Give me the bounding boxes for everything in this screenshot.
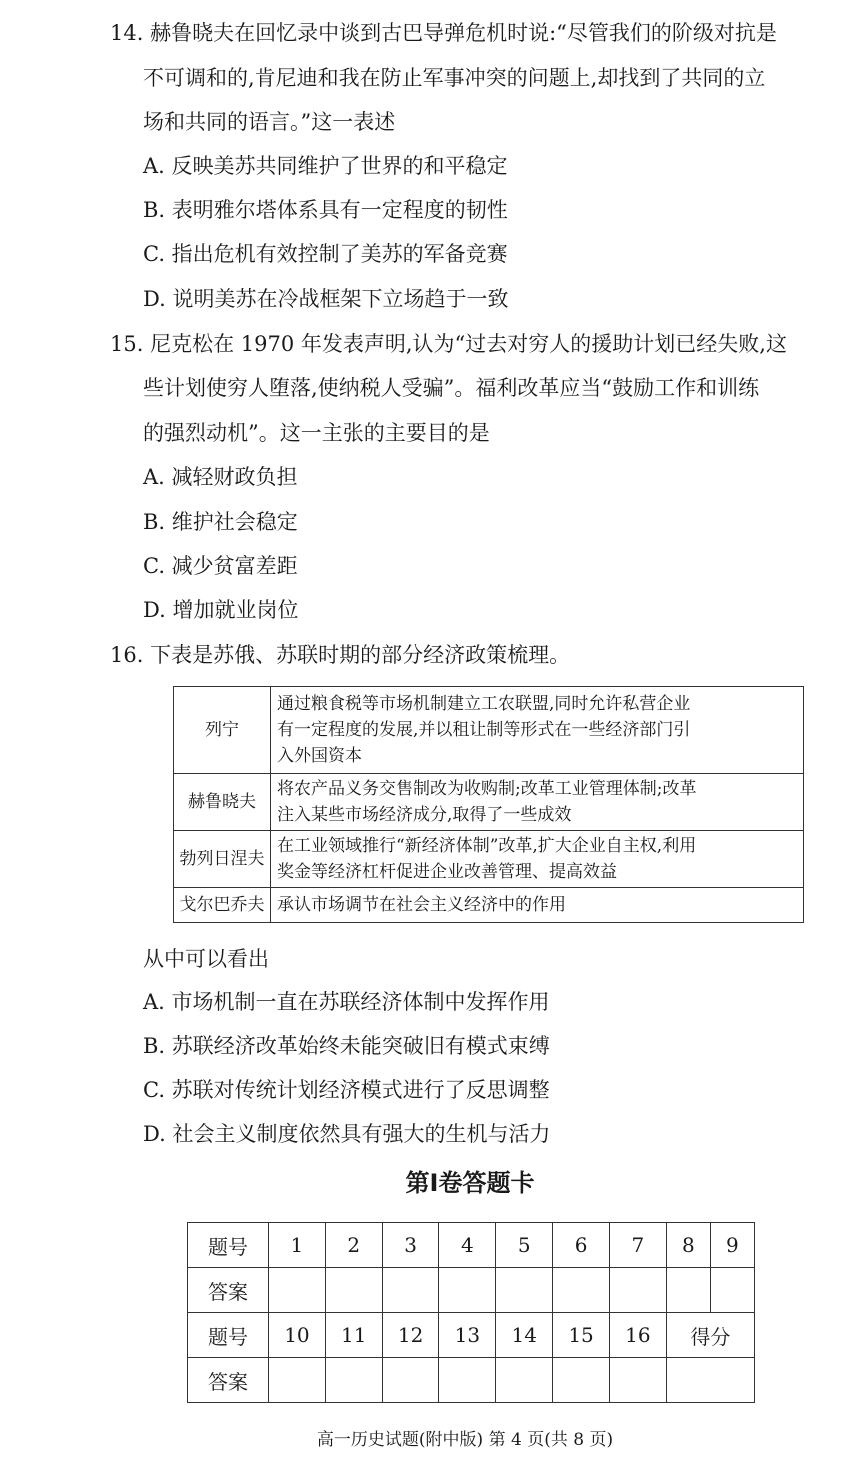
q16-option-c: C. 苏联对传统计划经济模式进行了反思调整 — [143, 1078, 550, 1102]
leader-cell: 戈尔巴乔夫 — [174, 888, 271, 923]
answer-box[interactable] — [382, 1358, 439, 1403]
q15-stem-line-3: 的强烈动机”。这一主张的主要目的是 — [143, 421, 490, 445]
policy-line: 承认市场调节在社会主义经济中的作用 — [277, 895, 566, 915]
answer-label: 答案 — [188, 1268, 269, 1313]
table-row — [174, 831, 804, 888]
question-number: 7 — [609, 1223, 666, 1268]
leader-cell: 列宁 — [174, 687, 271, 774]
answer-box[interactable] — [553, 1268, 610, 1313]
q14-stem-line-2: 不可调和的,肯尼迪和我在防止军事冲突的问题上,却找到了共同的立 — [143, 66, 766, 90]
answer-box[interactable] — [325, 1358, 382, 1403]
policy-line: 有一定程度的发展,并以租让制等形式在一些经济部门引 — [277, 720, 691, 740]
question-number: 13 — [439, 1313, 496, 1358]
answer-box[interactable] — [325, 1268, 382, 1313]
question-number: 2 — [325, 1223, 382, 1268]
policy-line: 奖金等经济杠杆促进企业改善管理、提高效益 — [277, 862, 617, 882]
question-number: 15 — [553, 1313, 610, 1358]
number-label: 题号 — [188, 1313, 269, 1358]
answer-box[interactable] — [439, 1358, 496, 1403]
answer-box[interactable] — [439, 1268, 496, 1313]
q14-stem-line-1: 14. 赫鲁晓夫在回忆录中谈到古巴导弹危机时说:“尽管我们的阶级对抗是 — [110, 21, 777, 45]
answer-card-title: 第Ⅰ卷答题卡 — [405, 1169, 535, 1197]
answer-card-table — [187, 1222, 755, 1403]
answer-card-number-row — [188, 1223, 755, 1268]
number-label: 题号 — [188, 1223, 269, 1268]
q15-stem-line-1: 15. 尼克松在 1970 年发表声明,认为“过去对穷人的援助计划已经失败,这 — [110, 332, 787, 356]
question-number: 16 — [609, 1313, 666, 1358]
answer-box[interactable] — [269, 1268, 326, 1313]
question-number: 8 — [666, 1223, 710, 1268]
q15-option-c: C. 减少贫富差距 — [143, 554, 298, 578]
table-row — [174, 774, 804, 831]
answer-card-answer-row — [188, 1358, 755, 1403]
answer-box[interactable] — [609, 1268, 666, 1313]
answer-box[interactable] — [666, 1268, 710, 1313]
policy-table — [173, 686, 804, 923]
q15-stem-line-2: 些计划使穷人堕落,使纳税人受骗”。福利改革应当“鼓励工作和训练 — [143, 376, 760, 400]
policy-line: 将农产品义务交售制改为收购制;改革工业管理体制;改革 — [277, 779, 697, 799]
answer-box[interactable] — [496, 1268, 553, 1313]
question-number: 10 — [269, 1313, 326, 1358]
q14-option-b: B. 表明雅尔塔体系具有一定程度的韧性 — [143, 198, 508, 222]
policy-line: 入外国资本 — [277, 746, 362, 766]
answer-box[interactable] — [382, 1268, 439, 1313]
table-row — [174, 888, 804, 923]
q16-option-b: B. 苏联经济改革始终未能突破旧有模式束缚 — [143, 1034, 550, 1058]
page-footer: 高一历史试题(附中版) 第 4 页(共 8 页) — [316, 1430, 614, 1450]
q15-option-b: B. 维护社会稳定 — [143, 510, 298, 534]
q15-option-d: D. 增加就业岗位 — [143, 598, 299, 622]
answer-card-answer-row — [188, 1268, 755, 1313]
policy-cell — [271, 888, 804, 923]
answer-label: 答案 — [188, 1358, 269, 1403]
q16-after-table-text: 从中可以看出 — [143, 947, 269, 971]
policy-line: 在工业领域推行“新经济体制”改革,扩大企业自主权,利用 — [277, 836, 697, 856]
question-number: 1 — [269, 1223, 326, 1268]
q15-option-a: A. 减轻财政负担 — [143, 465, 298, 489]
table-row — [174, 687, 804, 774]
q16-stem-line-1: 16. 下表是苏俄、苏联时期的部分经济政策梳理。 — [110, 643, 571, 667]
leader-cell: 勃列日涅夫 — [174, 831, 271, 888]
q14-option-d: D. 说明美苏在冷战框架下立场趋于一致 — [143, 287, 509, 311]
leader-cell: 赫鲁晓夫 — [174, 774, 271, 831]
policy-cell — [271, 687, 804, 774]
q14-stem-line-3: 场和共同的语言。”这一表述 — [143, 110, 396, 134]
answer-box[interactable] — [496, 1358, 553, 1403]
question-number: 9 — [710, 1223, 754, 1268]
policy-line: 通过粮食税等市场机制建立工农联盟,同时允许私营企业 — [277, 694, 691, 714]
q16-option-a: A. 市场机制一直在苏联经济体制中发挥作用 — [143, 990, 550, 1014]
answer-box[interactable] — [269, 1358, 326, 1403]
policy-line: 注入某些市场经济成分,取得了一些成效 — [277, 805, 572, 825]
score-box[interactable] — [666, 1358, 754, 1403]
question-number: 12 — [382, 1313, 439, 1358]
policy-cell — [271, 831, 804, 888]
answer-box[interactable] — [609, 1358, 666, 1403]
question-number: 4 — [439, 1223, 496, 1268]
answer-box[interactable] — [710, 1268, 754, 1313]
question-number: 11 — [325, 1313, 382, 1358]
answer-box[interactable] — [553, 1358, 610, 1403]
q14-option-a: A. 反映美苏共同维护了世界的和平稳定 — [143, 154, 508, 178]
q14-option-c: C. 指出危机有效控制了美苏的军备竞赛 — [143, 242, 508, 266]
question-number: 5 — [496, 1223, 553, 1268]
answer-card-number-row — [188, 1313, 755, 1358]
q16-option-d: D. 社会主义制度依然具有强大的生机与活力 — [143, 1122, 551, 1146]
question-number: 3 — [382, 1223, 439, 1268]
policy-cell — [271, 774, 804, 831]
question-number: 14 — [496, 1313, 553, 1358]
score-label: 得分 — [666, 1313, 754, 1358]
question-number: 6 — [553, 1223, 610, 1268]
